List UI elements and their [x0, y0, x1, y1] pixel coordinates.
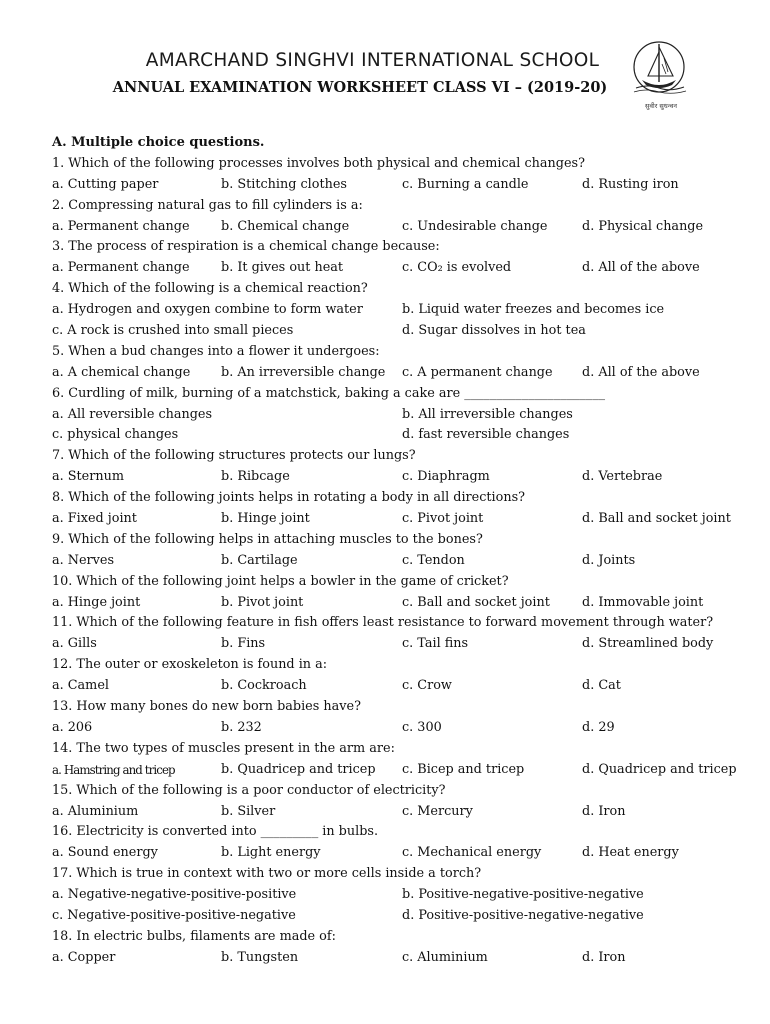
option-a: a. All reversible changes	[52, 406, 213, 422]
option-a: a. Cutting paper	[52, 176, 159, 192]
option-a: a. Permanent change	[52, 260, 190, 276]
option-d: d. All of the above	[582, 260, 700, 276]
option-c: c. Aluminium	[402, 949, 488, 965]
question-8: 8. Which of the following joints helps in rotating a body in all directions?	[52, 490, 526, 506]
option-c: c. 300	[402, 719, 442, 735]
options-row-12	[52, 676, 742, 697]
option-c: c. Diaphragm	[402, 469, 490, 485]
question-14: 14. The two types of muscles present in the arm are:	[52, 740, 395, 756]
question-9: 9. Which of the following helps in attaching muscles to the bones?	[52, 531, 483, 547]
option-c: c. Ball and socket joint	[402, 594, 550, 610]
option-d: d. Iron	[582, 949, 626, 965]
option-a: a. Nerves	[52, 552, 115, 568]
option-a: a. Hinge joint	[52, 594, 141, 610]
question-15: 15. Which of the following is a poor conductor of electricity?	[52, 782, 446, 798]
option-b: b. Tungsten	[221, 949, 299, 965]
option-d: d. Immovable joint	[582, 594, 704, 610]
options-row-6b	[52, 425, 742, 446]
option-c: c. Crow	[402, 678, 452, 694]
option-b: b. Positive-negative-positive-negative	[402, 887, 644, 903]
school-logo-icon	[628, 38, 690, 98]
option-a: a. Gills	[52, 636, 97, 652]
worksheet-body	[52, 133, 742, 969]
question-4: 4. Which of the following is a chemical reaction?	[52, 281, 368, 297]
option-b: b. Cartilage	[221, 552, 298, 568]
question-13: 13. How many bones do new born babies have?	[52, 699, 361, 715]
question-17: 17. Which is true in context with two or more cells inside a torch?	[52, 866, 482, 882]
options-row-5	[52, 363, 742, 384]
question-11: 11. Which of the following feature in fish offers least resistance to forward movement through water?	[52, 615, 714, 631]
option-d: d. Streamlined body	[582, 636, 714, 652]
options-row-18	[52, 948, 742, 969]
options-row-11	[52, 634, 742, 655]
question-1: 1. Which of the following processes involves both physical and chemical changes?	[52, 155, 585, 171]
option-a: a. Permanent change	[52, 218, 190, 234]
option-c: c. Mercury	[402, 803, 473, 819]
school-motto: सुवीर सुधन्वन	[645, 102, 677, 110]
options-row-17a	[52, 885, 742, 906]
option-d: d. Cat	[582, 678, 621, 694]
option-d: d. Iron	[582, 803, 626, 819]
option-c: c. A permanent change	[402, 364, 553, 380]
option-d: d. All of the above	[582, 364, 700, 380]
options-row-14	[52, 760, 742, 781]
option-a: a. Sternum	[52, 469, 124, 485]
section-title: A. Multiple choice questions.	[52, 135, 265, 150]
options-row-9	[52, 551, 742, 572]
option-b: b. Light energy	[221, 845, 321, 861]
options-row-7	[52, 467, 742, 488]
options-row-10	[52, 593, 742, 614]
question-12: 12. The outer or exoskeleton is found in a:	[52, 657, 328, 673]
option-b: b. Cockroach	[221, 678, 307, 694]
option-a: a. Hydrogen and oxygen combine to form water	[52, 302, 363, 318]
option-d: d. 29	[582, 719, 615, 735]
question-7: 7. Which of the following structures protects our lungs?	[52, 448, 416, 464]
exam-title: ANNUAL EXAMINATION WORKSHEET CLASS VI – (2019-20)	[112, 79, 608, 96]
options-row-6a	[52, 405, 742, 426]
options-row-2	[52, 217, 742, 238]
options-row-1	[52, 175, 742, 196]
question-2: 2. Compressing natural gas to fill cylinders is a:	[52, 197, 363, 213]
school-name: AMARCHAND SINGHVI INTERNATIONAL SCHOOL	[145, 50, 600, 71]
option-a: a. Sound energy	[52, 845, 158, 861]
option-b: b. Silver	[221, 803, 276, 819]
options-row-8	[52, 509, 742, 530]
question-6: 6. Curdling of milk, burning of a matchstick, baking a cake are ______________________	[52, 385, 606, 401]
option-d: d. Physical change	[582, 218, 704, 234]
option-c: c. Burning a candle	[402, 176, 529, 192]
options-row-17b	[52, 906, 742, 927]
question-5: 5. When a bud changes into a flower it undergoes:	[52, 343, 380, 359]
option-c: c. Tendon	[402, 552, 465, 568]
option-d: d. Vertebrae	[582, 469, 663, 485]
options-row-16	[52, 843, 742, 864]
option-b: b. Liquid water freezes and becomes ice	[402, 302, 665, 318]
option-a: a. A chemical change	[52, 364, 191, 380]
options-row-4a	[52, 300, 742, 321]
option-d: d. Positive-positive-negative-negative	[402, 907, 644, 923]
option-d: d. Sugar dissolves in hot tea	[402, 323, 586, 339]
option-d: d. Heat energy	[582, 845, 679, 861]
option-a: a. Copper	[52, 949, 116, 965]
option-d: d. Ball and socket joint	[582, 511, 731, 527]
option-a: a. Hamstring and tricep	[52, 762, 175, 777]
option-b: b. Pivot joint	[221, 594, 304, 610]
options-row-3	[52, 258, 742, 279]
question-16: 16. Electricity is converted into _________ in bulbs.	[52, 824, 379, 840]
option-a: a. Negative-negative-positive-positive	[52, 887, 297, 903]
option-b: b. Chemical change	[221, 218, 350, 234]
options-row-15	[52, 802, 742, 823]
option-c: c. Bicep and tricep	[402, 761, 525, 777]
option-c: c. Pivot joint	[402, 511, 484, 527]
option-c: c. Tail fins	[402, 636, 469, 652]
option-c: c. physical changes	[52, 427, 179, 443]
option-b: b. Fins	[221, 636, 266, 652]
option-d: d. Joints	[582, 552, 636, 568]
option-d: d. Rusting iron	[582, 176, 679, 192]
option-a: a. Fixed joint	[52, 511, 137, 527]
option-c: c. CO₂ is evolved	[402, 260, 512, 276]
option-c: c. Undesirable change	[402, 218, 548, 234]
option-b: b. Ribcage	[221, 469, 290, 485]
option-b: b. All irreversible changes	[402, 406, 573, 422]
option-b: b. 232	[221, 719, 262, 735]
options-row-13	[52, 718, 742, 739]
question-10: 10. Which of the following joint helps a bowler in the game of cricket?	[52, 573, 509, 589]
option-d: d. Quadricep and tricep	[582, 761, 737, 777]
option-c: c. Mechanical energy	[402, 845, 542, 861]
option-b: b. Stitching clothes	[221, 176, 347, 192]
option-a: a. Camel	[52, 678, 109, 694]
option-c: c. A rock is crushed into small pieces	[52, 323, 294, 339]
options-row-4b	[52, 321, 742, 342]
option-a: a. 206	[52, 719, 93, 735]
option-b: b. Hinge joint	[221, 511, 310, 527]
option-b: b. Quadricep and tricep	[221, 761, 376, 777]
option-a: a. Aluminium	[52, 803, 139, 819]
option-d: d. fast reversible changes	[402, 427, 570, 443]
question-18: 18. In electric bulbs, filaments are made of:	[52, 928, 336, 944]
question-3: 3. The process of respiration is a chemical change because:	[52, 239, 440, 255]
option-b: b. An irreversible change	[221, 364, 386, 380]
option-c: c. Negative-positive-positive-negative	[52, 907, 296, 923]
option-b: b. It gives out heat	[221, 260, 344, 276]
